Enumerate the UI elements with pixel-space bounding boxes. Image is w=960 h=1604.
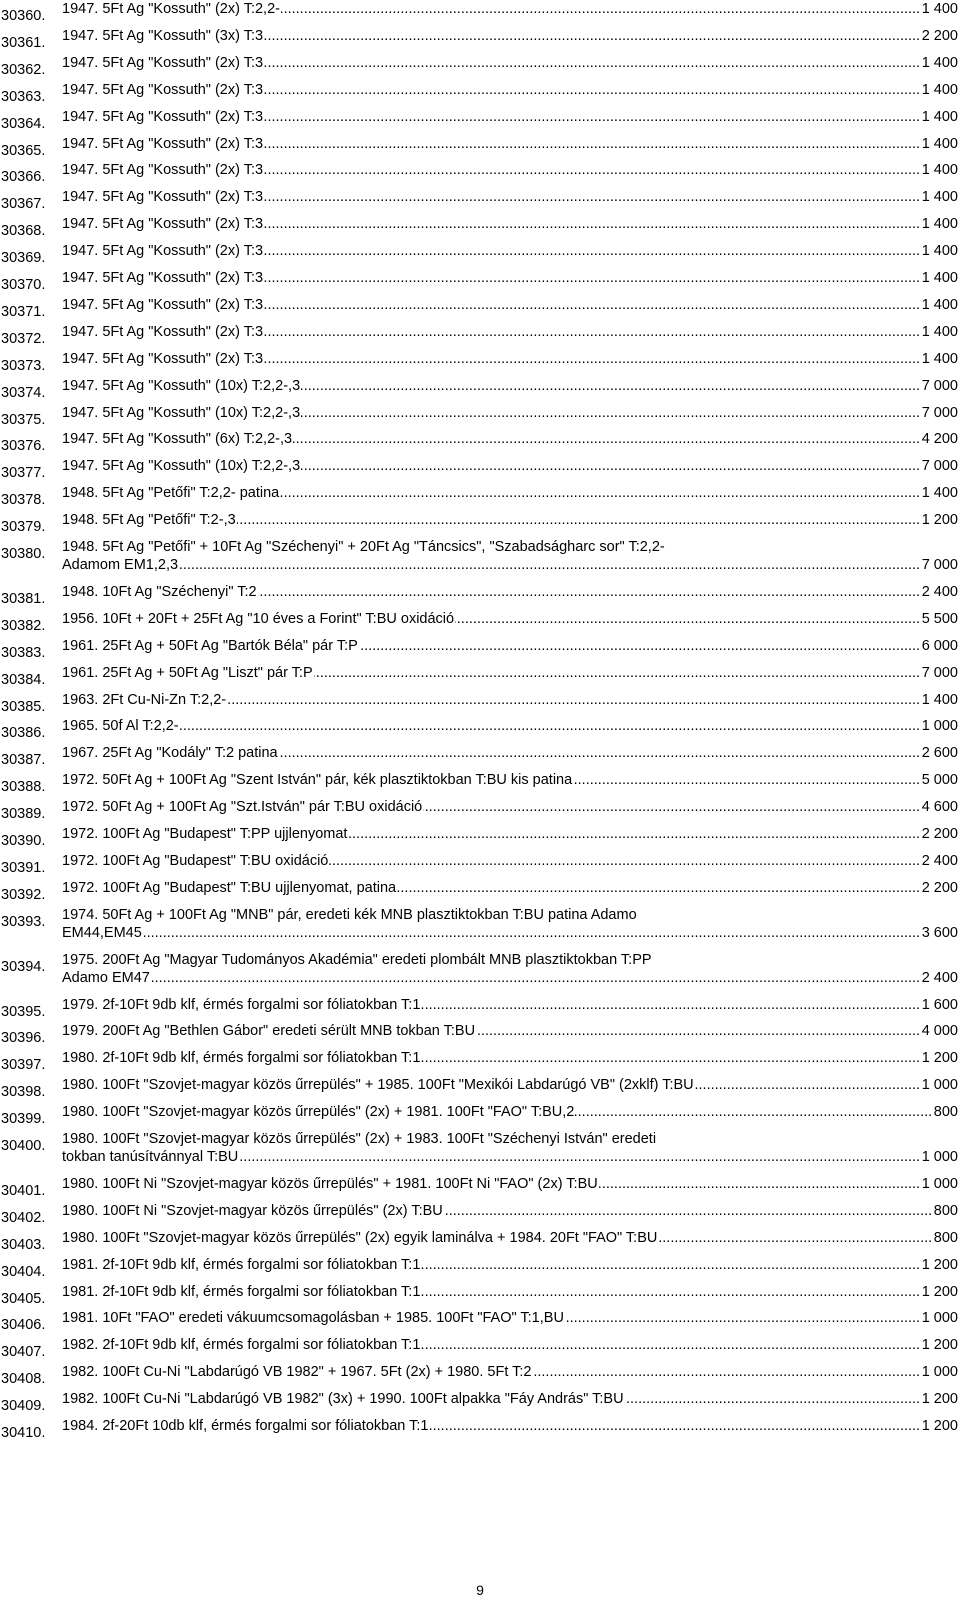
lot-description	[62, 1202, 958, 1220]
lot-description-line	[62, 637, 958, 655]
lot-price: 1 000	[921, 1364, 958, 1381]
lot-text: 1975. 200Ft Ag "Magyar Tudományos Akadémia" eredeti plombált MNB plasztiktokban T:PP	[62, 951, 652, 968]
lot-price: 2 600	[921, 745, 958, 762]
lot-price: 1 200	[921, 1256, 958, 1273]
lot-text: 1947. 5Ft Ag "Kossuth" (2x) T:3	[62, 270, 264, 286]
lot-text: 1972. 100Ft Ag "Budapest" T:BU ujjlenyomat, patina	[62, 879, 397, 896]
lot-description	[62, 188, 958, 206]
lot-price: 1 200	[921, 1050, 958, 1067]
lot-description	[62, 135, 958, 153]
lot-number: 30402.	[1, 1209, 46, 1226]
lot-price: 1 200	[921, 1391, 958, 1408]
lot-price: 2 200	[921, 879, 958, 896]
lot-description	[62, 323, 958, 341]
lot-description	[62, 1049, 958, 1067]
lot-text: 1979. 200Ft Ag "Bethlen Gábor" eredeti sérült MNB tokban T:BU	[62, 1023, 476, 1040]
lot-text: 1972. 100Ft Ag "Budapest" T:PP ujjlenyomat	[62, 826, 348, 842]
lot-description	[62, 242, 958, 260]
lot-number: 30403.	[1, 1236, 46, 1253]
lot-description-line	[62, 852, 958, 870]
lot-description	[62, 610, 958, 628]
lot-price: 1 200	[921, 1337, 958, 1354]
lot-text: Adamom EM1,2,3	[62, 557, 179, 573]
lot-description	[62, 1256, 958, 1274]
lot-description-line	[62, 1309, 958, 1327]
lot-description-line	[62, 996, 958, 1014]
lot-number: 30391.	[1, 859, 46, 876]
lot-description-line	[62, 188, 958, 206]
lot-description-line	[62, 81, 958, 99]
lot-price: 1 400	[921, 691, 958, 708]
lot-description	[62, 1130, 958, 1166]
lot-description-line	[62, 457, 958, 475]
lot-price: 7 000	[921, 404, 958, 421]
lot-description	[62, 951, 958, 987]
lot-description-line	[62, 215, 958, 233]
lot-price: 2 200	[921, 826, 958, 842]
lot-text: 1947. 5Ft Ag "Kossuth" (2x) T:3	[62, 216, 264, 233]
lot-text: 1980. 100Ft "Szovjet-magyar közös űrrepülés" (2x) + 1983. 100Ft "Széchenyi István" eredeti	[62, 1131, 657, 1147]
lot-price: 7 000	[921, 458, 958, 475]
lot-text: 1980. 100Ft Ni "Szovjet-magyar közös űrrepülés" + 1981. 100Ft Ni "FAO" (2x) T:BU	[62, 1175, 598, 1192]
lot-description	[62, 1175, 958, 1193]
lot-description	[62, 81, 958, 99]
lot-number: 30404.	[1, 1263, 46, 1280]
lot-price: 800	[933, 1229, 958, 1246]
lot-number: 30401.	[1, 1182, 46, 1199]
lot-description-line	[62, 54, 958, 72]
lot-text: 1982. 100Ft Cu-Ni "Labdarúgó VB 1982" + 1967. 5Ft (2x) + 1980. 5Ft T:2	[62, 1364, 532, 1381]
lot-description	[62, 744, 958, 762]
lot-price: 1 400	[921, 189, 958, 206]
lot-text: 1972. 50Ft Ag + 100Ft Ag "Szt.István" pár T:BU oxidáció	[62, 799, 423, 816]
lot-price: 1 400	[921, 81, 958, 98]
lot-description-line	[62, 27, 958, 45]
lot-number: 30365.	[1, 142, 46, 159]
lot-price: 1 400	[921, 216, 958, 233]
lot-description	[62, 1390, 958, 1408]
lot-text: 1947. 5Ft Ag "Kossuth" (2x) T:3	[62, 135, 264, 152]
lot-description	[62, 906, 958, 942]
lot-description-line	[62, 664, 958, 682]
lot-text: 1947. 5Ft Ag "Kossuth" (10x) T:2,2-,3	[62, 458, 301, 475]
lot-description	[62, 350, 958, 368]
lot-description-line	[62, 1390, 958, 1408]
lot-description-line	[62, 323, 958, 341]
lot-price: 5 500	[921, 610, 958, 627]
lot-price: 1 200	[921, 1283, 958, 1300]
lot-description	[62, 583, 958, 601]
lot-description	[62, 27, 958, 45]
lot-description	[62, 691, 958, 709]
lot-text: 1947. 5Ft Ag "Kossuth" (6x) T:2,2-,3	[62, 431, 293, 448]
lot-number: 30375.	[1, 411, 46, 428]
lot-price: 4 000	[921, 1023, 958, 1040]
lot-text: 1974. 50Ft Ag + 100Ft Ag "MNB" pár, eredeti kék MNB plasztiktokban T:BU patina Adamo	[62, 906, 637, 923]
lot-description-line	[62, 1175, 958, 1193]
lot-number: 30389.	[1, 806, 46, 823]
lot-number: 30372.	[1, 330, 46, 347]
lot-price: 1 000	[921, 1077, 958, 1094]
lot-text: 1980. 100Ft "Szovjet-magyar közös űrrepülés" (2x) + 1981. 100Ft "FAO" T:BU,2	[62, 1104, 575, 1121]
lot-description-line	[62, 242, 958, 260]
lot-number: 30395.	[1, 1003, 46, 1020]
lot-description	[62, 637, 958, 655]
lot-description-line	[62, 969, 958, 987]
lot-number: 30383.	[1, 644, 46, 661]
lot-description	[62, 852, 958, 870]
lot-text: 1948. 5Ft Ag "Petőfi" T:2-,3	[62, 512, 236, 529]
lot-price: 2 400	[921, 969, 958, 986]
lot-description-line	[62, 161, 958, 179]
lot-description	[62, 296, 958, 314]
lot-description	[62, 798, 958, 816]
lot-text: 1980. 100Ft Ni "Szovjet-magyar közös űrrepülés" (2x) T:BU	[62, 1202, 443, 1219]
lot-description	[62, 717, 958, 735]
lot-price: 1 400	[921, 54, 958, 71]
lot-number: 30367.	[1, 196, 46, 213]
lot-text: 1947. 5Ft Ag "Kossuth" (3x) T:3	[62, 27, 264, 44]
lot-price: 1 600	[921, 996, 958, 1013]
lot-description-line	[62, 1202, 958, 1220]
lot-description-line	[62, 1103, 958, 1121]
lot-description	[62, 161, 958, 179]
lot-number: 30360.	[1, 8, 46, 24]
lot-description	[62, 377, 958, 395]
lot-description	[62, 404, 958, 422]
lot-number: 30400.	[1, 1138, 46, 1154]
lot-description-line	[62, 377, 958, 395]
lot-text: 1947. 5Ft Ag "Kossuth" (2x) T:3	[62, 54, 264, 71]
lot-number: 30381.	[1, 590, 46, 607]
lot-text: 1972. 50Ft Ag + 100Ft Ag "Szent István" pár, kék plasztiktokban T:BU kis patina	[62, 772, 573, 789]
lot-number: 30409.	[1, 1398, 46, 1415]
lot-text: 1947. 5Ft Ag "Kossuth" (2x) T:3	[62, 189, 264, 206]
lot-description	[62, 879, 958, 897]
lot-number: 30393.	[1, 913, 46, 930]
lot-description-line	[62, 135, 958, 153]
lot-price: 2 400	[921, 583, 958, 600]
lot-number: 30390.	[1, 833, 46, 849]
lot-number: 30371.	[1, 303, 46, 320]
lot-description-line	[62, 350, 958, 368]
lot-description	[62, 1309, 958, 1327]
lot-description-line	[62, 0, 958, 18]
lot-description	[62, 215, 958, 233]
lot-number: 30388.	[1, 779, 46, 796]
lot-number: 30364.	[1, 115, 46, 132]
lot-number: 30363.	[1, 88, 46, 105]
lot-text: 1980. 100Ft "Szovjet-magyar közös űrrepülés" (2x) egyik laminálva + 1984. 20Ft "FAO" T:BU	[62, 1229, 658, 1246]
lot-price: 1 400	[921, 135, 958, 152]
lot-number: 30370.	[1, 277, 46, 293]
lot-price: 1 000	[921, 1310, 958, 1327]
lot-number: 30382.	[1, 617, 46, 634]
lot-description	[62, 1336, 958, 1354]
lot-number: 30396.	[1, 1030, 46, 1047]
lot-price: 2 200	[921, 27, 958, 44]
lot-text: 1947. 5Ft Ag "Kossuth" (2x) T:3	[62, 81, 264, 98]
lot-price: 1 000	[921, 718, 958, 735]
lot-text: 1981. 2f-10Ft 9db klf, érmés forgalmi sor fóliatokban T:1	[62, 1283, 421, 1300]
lot-description-line	[62, 269, 958, 287]
lot-text: 1947. 5Ft Ag "Kossuth" (2x) T:3	[62, 296, 264, 313]
lot-price: 1 200	[921, 512, 958, 529]
lot-number: 30398.	[1, 1084, 46, 1101]
lot-price: 1 000	[921, 1149, 958, 1165]
lot-number: 30379.	[1, 519, 46, 536]
lot-number: 30392.	[1, 886, 46, 903]
lot-price: 2 400	[921, 852, 958, 869]
lot-price: 1 000	[921, 1175, 958, 1192]
lot-description-line	[62, 771, 958, 789]
lot-text: 1961. 25Ft Ag + 50Ft Ag "Bartók Béla" pár T:P	[62, 637, 358, 654]
lot-description-line	[62, 798, 958, 816]
lot-description	[62, 538, 958, 574]
lot-price: 1 400	[921, 350, 958, 367]
lot-text: 1981. 2f-10Ft 9db klf, érmés forgalmi sor fóliatokban T:1	[62, 1256, 421, 1273]
lot-text: 1980. 2f-10Ft 9db klf, érmés forgalmi sor fóliatokban T:1	[62, 1050, 421, 1067]
lot-price: 1 400	[921, 108, 958, 125]
lot-description-line	[62, 1076, 958, 1094]
lot-text: 1947. 5Ft Ag "Kossuth" (2x) T:3	[62, 350, 264, 367]
lot-price: 5 000	[921, 772, 958, 789]
lot-number: 30380.	[1, 546, 46, 562]
lot-price: 4 200	[921, 431, 958, 448]
lot-text: 1947. 5Ft Ag "Kossuth" (10x) T:2,2-,3	[62, 377, 301, 394]
lot-price: 3 600	[921, 924, 958, 941]
lot-text: 1961. 25Ft Ag + 50Ft Ag "Liszt" pár T:P	[62, 664, 313, 681]
lot-description	[62, 1417, 958, 1435]
lot-number: 30361.	[1, 34, 46, 51]
lot-price: 800	[933, 1202, 958, 1219]
lot-description-line	[62, 1283, 958, 1301]
lot-price: 7 000	[921, 664, 958, 681]
lot-text: 1972. 100Ft Ag "Budapest" T:BU oxidáció	[62, 852, 329, 869]
lot-text: 1948. 5Ft Ag "Petőfi" T:2,2- patina	[62, 485, 280, 502]
lot-text: EM44,EM45	[62, 924, 142, 941]
lot-number: 30376.	[1, 438, 46, 455]
lot-number: 30378.	[1, 492, 46, 509]
lot-text: 1982. 100Ft Cu-Ni "Labdarúgó VB 1982" (3x) + 1990. 100Ft alpakka "Fáy András" T:BU	[62, 1391, 624, 1408]
lot-number: 30410.	[1, 1425, 46, 1441]
lot-description	[62, 108, 958, 126]
lot-description	[62, 1022, 958, 1040]
lot-number: 30373.	[1, 357, 46, 374]
lot-description	[62, 664, 958, 682]
lot-description-line	[62, 951, 958, 969]
lot-text: 1947. 5Ft Ag "Kossuth" (2x) T:2,2-	[62, 1, 280, 17]
lot-description	[62, 511, 958, 529]
lot-description-line	[62, 1148, 958, 1166]
lot-number: 30374.	[1, 384, 46, 401]
lot-price: 1 400	[921, 270, 958, 286]
lot-description-line	[62, 1256, 958, 1274]
lot-description-line	[62, 1363, 958, 1381]
lot-price: 7 000	[921, 377, 958, 394]
lot-number: 30406.	[1, 1317, 46, 1334]
lot-number: 30387.	[1, 752, 46, 769]
lot-number: 30394.	[1, 958, 46, 975]
lot-text: 1984. 2f-20Ft 10db klf, érmés forgalmi sor fóliatokban T:1	[62, 1418, 429, 1434]
lot-number: 30377.	[1, 465, 46, 482]
lot-description-line	[62, 1336, 958, 1354]
lot-description-line	[62, 108, 958, 126]
lot-text: 1981. 10Ft "FAO" eredeti vákuumcsomagolásban + 1985. 100Ft "FAO" T:1,BU	[62, 1310, 564, 1327]
lot-text: 1967. 25Ft Ag "Kodály" T:2 patina	[62, 745, 278, 762]
page-number: 9	[476, 1582, 484, 1598]
lot-text: 1947. 5Ft Ag "Kossuth" (10x) T:2,2-,3	[62, 404, 301, 421]
lot-description	[62, 430, 958, 448]
lot-number: 30384.	[1, 671, 46, 688]
lot-number: 30369.	[1, 250, 46, 267]
lot-description-line	[62, 511, 958, 529]
lot-text: 1948. 10Ft Ag "Széchenyi" T:2	[62, 583, 257, 600]
lot-text: 1947. 5Ft Ag "Kossuth" (2x) T:3	[62, 243, 264, 260]
lot-number: 30386.	[1, 725, 46, 742]
lot-description-line	[62, 744, 958, 762]
lot-price: 1 200	[921, 1418, 958, 1434]
lot-price: 1 400	[921, 296, 958, 313]
lot-number: 30385.	[1, 698, 46, 715]
lot-description	[62, 1229, 958, 1247]
lot-description-line	[62, 1130, 958, 1148]
lot-description-line	[62, 924, 958, 942]
lot-price: 1 400	[921, 1, 958, 17]
lot-number: 30405.	[1, 1290, 46, 1307]
lot-description-line	[62, 556, 958, 574]
lot-text: 1948. 5Ft Ag "Petőfi" + 10Ft Ag "Széchenyi" + 20Ft Ag "Táncsics", "Szabadságharc sor" T:2,2-	[62, 539, 665, 555]
lot-price: 1 400	[921, 162, 958, 179]
lot-description	[62, 484, 958, 502]
lot-description-line	[62, 583, 958, 601]
lot-description-line	[62, 296, 958, 314]
lot-description-line	[62, 538, 958, 556]
lot-description	[62, 54, 958, 72]
lot-number: 30399.	[1, 1111, 46, 1128]
lot-price: 4 600	[921, 799, 958, 816]
lot-description-line	[62, 430, 958, 448]
lot-number: 30366.	[1, 169, 46, 186]
lot-description-line	[62, 879, 958, 897]
lot-description	[62, 825, 958, 843]
lot-price: 1 400	[921, 323, 958, 340]
lot-description	[62, 771, 958, 789]
lot-description	[62, 1283, 958, 1301]
lot-description-line	[62, 825, 958, 843]
lot-description-line	[62, 691, 958, 709]
lot-text: 1947. 5Ft Ag "Kossuth" (2x) T:3	[62, 162, 264, 179]
lot-price: 7 000	[921, 557, 958, 573]
lot-number: 30362.	[1, 61, 46, 78]
lot-number: 30397.	[1, 1057, 46, 1074]
lot-price: 1 400	[921, 485, 958, 502]
lot-text: 1979. 2f-10Ft 9db klf, érmés forgalmi sor fóliatokban T:1	[62, 996, 421, 1013]
lot-description-line	[62, 1229, 958, 1247]
lot-text: tokban tanúsítvánnyal T:BU	[62, 1149, 239, 1165]
lot-text: 1947. 5Ft Ag "Kossuth" (2x) T:3	[62, 108, 264, 125]
lot-price: 1 400	[921, 243, 958, 260]
lot-description	[62, 1076, 958, 1094]
lot-text: 1947. 5Ft Ag "Kossuth" (2x) T:3	[62, 323, 264, 340]
lot-description-line	[62, 404, 958, 422]
lot-description-line	[62, 1049, 958, 1067]
lot-description-line	[62, 1417, 958, 1435]
lot-number: 30408.	[1, 1371, 46, 1388]
lot-description-line	[62, 484, 958, 502]
lot-number: 30368.	[1, 223, 46, 240]
lot-text: 1963. 2Ft Cu-Ni-Zn T:2,2-	[62, 691, 227, 708]
lot-price: 6 000	[921, 637, 958, 654]
lot-price: 800	[933, 1104, 958, 1121]
lot-description-line	[62, 717, 958, 735]
lot-description-line	[62, 906, 958, 924]
lot-description	[62, 457, 958, 475]
lot-text: 1956. 10Ft + 20Ft + 25Ft Ag "10 éves a Forint" T:BU oxidáció	[62, 610, 455, 627]
lot-description	[62, 996, 958, 1014]
lot-number: 30407.	[1, 1344, 46, 1361]
lot-description	[62, 269, 958, 287]
lot-text: 1980. 100Ft "Szovjet-magyar közös űrrepülés" + 1985. 100Ft "Mexikói Labdarúgó VB" (2xklf) T:BU	[62, 1077, 694, 1094]
lot-text: 1982. 2f-10Ft 9db klf, érmés forgalmi sor fóliatokban T:1	[62, 1337, 421, 1354]
lot-description	[62, 1103, 958, 1121]
lot-description	[62, 1363, 958, 1381]
lot-text: Adamo EM47	[62, 969, 150, 986]
lot-description	[62, 0, 958, 18]
lot-description-line	[62, 1022, 958, 1040]
lot-description-line	[62, 610, 958, 628]
lot-text: 1965. 50f Al T:2,2-	[62, 718, 179, 735]
